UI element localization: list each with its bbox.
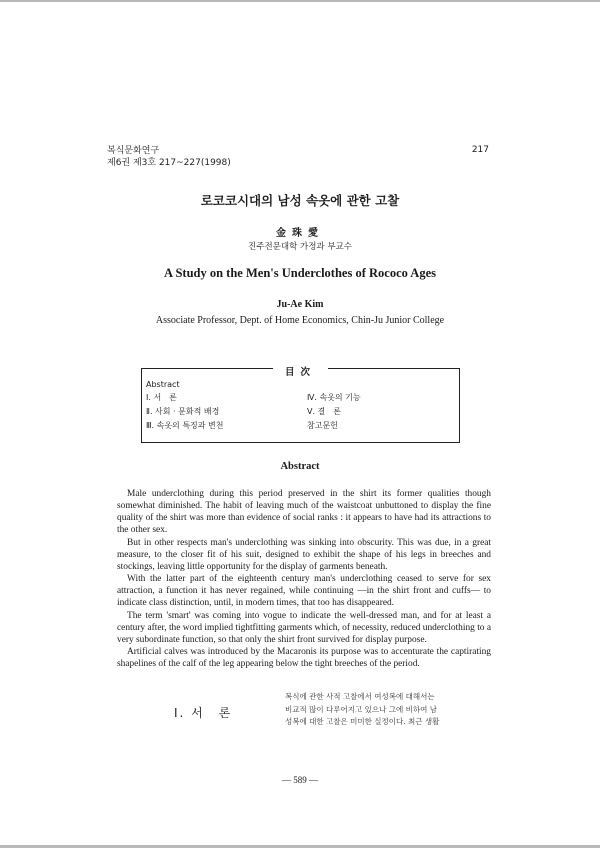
scan-border-top xyxy=(0,0,600,2)
section-heading-introduction: Ⅰ. 서 론 xyxy=(174,706,233,720)
toc-item-introduction: Ⅰ. 서 론 xyxy=(146,393,177,402)
title-english: A Study on the Men's Underclothes of Rococo Ages xyxy=(164,266,436,280)
abstract-paragraph: But in other respects man's underclothing was sinking into obscurity. This was due, in a great measure, to the closer fit of his suit, designed to exhibit the shape of his legs in breeches and stockings, leaving little opportunity for the display of garments beneath. xyxy=(117,537,491,572)
abstract-paragraph: Artificial calves was introduced by the Macaronis its purpose was to accenturate the captirating shapelines of the calf of the leg appearing below the tight breeches of the period. xyxy=(117,647,491,670)
abstract-body xyxy=(117,488,491,670)
section-body-korean xyxy=(285,691,497,729)
page-number: 217 xyxy=(471,145,489,155)
toc-item-features: Ⅲ. 속옷의 특징과 변천 xyxy=(146,421,224,430)
toc-item-abstract: Abstract xyxy=(146,380,180,389)
toc-item-references: 참고문헌 xyxy=(307,421,338,430)
abstract-paragraph: The term 'smart' was coming into vogue to indicate the well-dressed man, and for at least a century after, the word implied tightfitting garments which, of necessity, reduced underclothing to a very subordinate function, so that only the shirt front survived for display purpose. xyxy=(117,610,491,645)
affiliation-korean: 진주전문대학 가정과 부교수 xyxy=(248,242,352,252)
journal-name: 복식문화연구 xyxy=(107,146,160,156)
abstract-paragraph: With the latter part of the eighteenth century man's underclothing ceased to serve for sex attraction, a function it has never regained, while continuing —in the shirt front and cuffs— to indicate class distinction, until, in modern times, that too has disappeared. xyxy=(117,574,491,609)
page-folio: — 589 — xyxy=(282,775,318,785)
toc-item-conclusion: Ⅴ. 결 론 xyxy=(307,407,342,416)
abstract-paragraph: Male underclothing during this period preserved in the shirt its former qualities though somewhat diminished. The habit of leaving much of the waistcoat unbuttoned to display the fine quality of the shirt was more than evidence of social ranks : it appears to have had its attractions to the other sex. xyxy=(117,489,491,536)
toc-heading: 目次 xyxy=(273,367,328,378)
body-line: 비교적 많이 다루어지고 있으나 그에 비하여 남 xyxy=(285,704,437,714)
volume-info: 제6권 제3호 217~227(1998) xyxy=(107,158,231,168)
toc-item-background: Ⅱ. 사회 · 문화적 배경 xyxy=(146,407,220,416)
journal-header xyxy=(107,145,231,169)
title-korean: 로코코시대의 남성 속옷에 관한 고찰 xyxy=(200,193,400,208)
abstract-heading: Abstract xyxy=(280,461,320,472)
body-line: 성복에 대한 고찰은 미미한 실정이다. 최근 생활 xyxy=(285,717,440,726)
body-line: 복식에 관한 사적 고찰에서 여성복에 대해서는 xyxy=(285,692,435,701)
affiliation-english: Associate Professor, Dept. of Home Economics, Chin-Ju Junior College xyxy=(155,315,445,326)
toc-item-function: Ⅳ. 속옷의 기능 xyxy=(307,393,361,402)
table-of-contents xyxy=(141,368,460,443)
author-korean: 金珠愛 xyxy=(276,228,324,239)
author-english: Ju-Ae Kim xyxy=(276,299,324,310)
